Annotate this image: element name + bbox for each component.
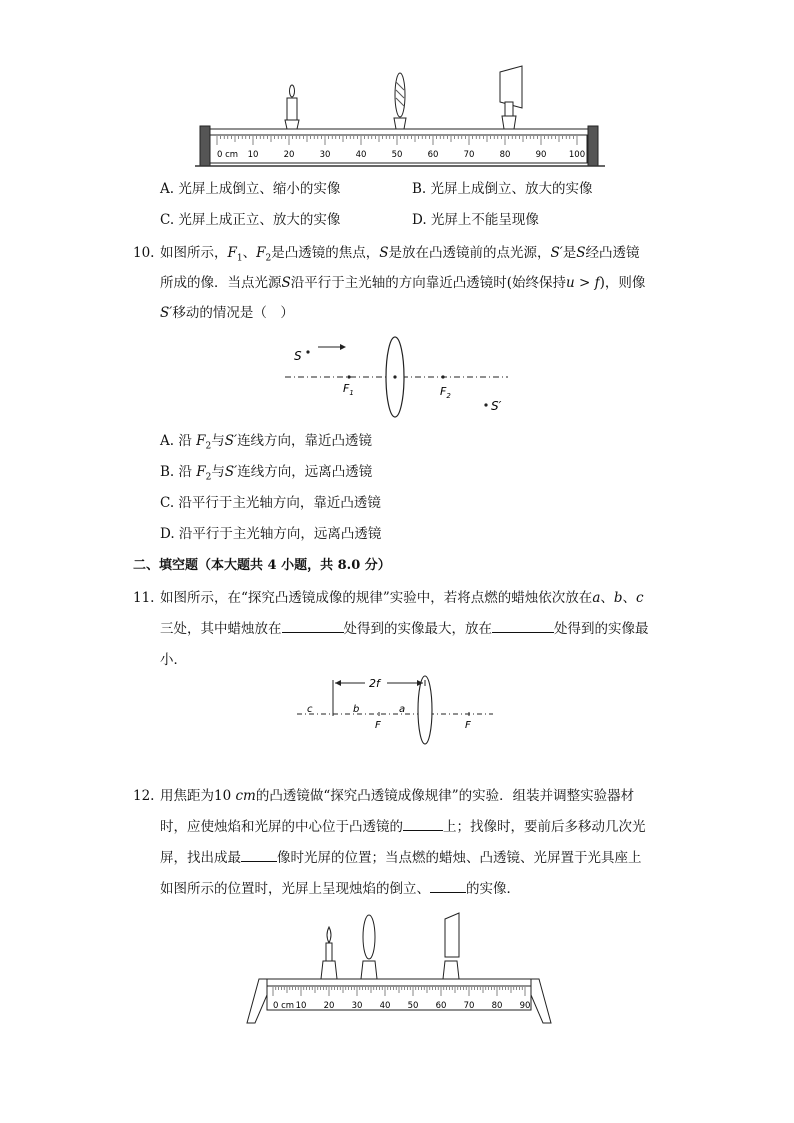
image-point-s-prime [484, 403, 487, 406]
q12-line1: 用焦距为10 cm的凸透镜做“探究凸透镜成像规律”的实验．组装并调整实验器材 [160, 788, 635, 804]
f2-label: $F_2$ [440, 385, 451, 400]
q10-option-a: A. 沿 $F_2$与S′连线方向，靠近凸透镜 [160, 433, 373, 452]
answer-blank-1[interactable] [282, 632, 344, 633]
q11-line3: 小． [160, 652, 187, 668]
q9-option-d: D. 光屏上不能呈现像 [412, 212, 539, 228]
convex-lens [418, 676, 432, 744]
q10-line2: 所成的像．当点光源S沿平行于主光轴的方向靠近凸透镜时(始终保持u > f)，则像 [160, 275, 646, 291]
q9-option-c: C. 光屏上成正立、放大的实像 [160, 212, 341, 228]
left-support [200, 126, 210, 166]
section-title: 二、填空题（本大题共 4 小题，共 8.0 分） [133, 558, 391, 573]
ruler-label: 10 [247, 150, 259, 160]
q9-option-a: A. 光屏上成倒立、缩小的实像 [160, 181, 341, 197]
ruler-label: 90 [535, 150, 547, 160]
q10-option-b: B. 沿 $F_2$与S′连线方向，远离凸透镜 [160, 464, 373, 483]
candle [321, 927, 337, 979]
ruler-label: 20 [323, 1001, 335, 1011]
optical-bench-figure-2 [245, 905, 555, 1030]
ruler-label: 30 [351, 1001, 363, 1011]
ruler-label: 40 [355, 150, 367, 160]
ruler-label: 50 [391, 150, 403, 160]
f-right-label: F [465, 720, 471, 731]
q11-number: 11. [133, 590, 155, 606]
point-a-label: a [399, 704, 406, 715]
q10-lens-figure [280, 335, 510, 425]
ruler-label: 50 [407, 1001, 419, 1011]
answer-blank-5[interactable] [430, 892, 466, 893]
q11-lens-figure [295, 672, 495, 748]
ruler-label: 10 [295, 1001, 307, 1011]
q12-line2: 时，应使烛焰和光屏的中心位于凸透镜的 上；找像时，要前后多移动几次光 [160, 819, 646, 835]
ruler-label: 60 [435, 1001, 447, 1011]
f1-label: $F_1$ [343, 382, 354, 397]
ruler-label: 90 [519, 1001, 531, 1011]
answer-blank-4[interactable] [241, 861, 277, 862]
convex-lens [361, 915, 377, 979]
q9-option-b: B. 光屏上成倒立、放大的实像 [412, 181, 593, 197]
answer-blank-2[interactable] [492, 632, 554, 633]
candle [285, 85, 299, 129]
right-support [588, 126, 598, 166]
ruler-label: 80 [499, 150, 511, 160]
point-b-label: b [353, 704, 360, 715]
s-label: S [294, 349, 302, 363]
ruler-label: 100 [568, 150, 586, 160]
q10-option-d: D. 沿平行于主光轴方向，远离凸透镜 [160, 526, 382, 542]
s-prime-label: S′ [491, 399, 502, 413]
optical-bench-figure-1 [195, 62, 605, 172]
ruler-label: 60 [427, 150, 439, 160]
q12-line4: 如图所示的位置时，光屏上呈现烛焰的倒立、 的实像． [160, 881, 520, 897]
ruler-label: 0 cm [217, 150, 239, 160]
q10-option-c: C. 沿平行于主光轴方向，靠近凸透镜 [160, 495, 381, 511]
q10-line3: S′移动的情况是（ ） [160, 305, 294, 321]
ruler-label: 20 [283, 150, 295, 160]
q11-line1: 如图所示，在“探究凸透镜成像的规律”实验中，若将点燃的蜡烛依次放在a、b、c [160, 590, 644, 606]
ruler-label: 80 [491, 1001, 503, 1011]
convex-lens [394, 73, 406, 129]
ruler-label: 0 cm [273, 1001, 295, 1011]
two-f-label: 2f [369, 677, 380, 690]
point-source-s [306, 350, 309, 353]
q12-number: 12. [133, 788, 155, 804]
light-screen [443, 913, 459, 979]
ruler-label: 70 [463, 150, 475, 160]
right-leg [531, 979, 551, 1023]
q10-number: 10. [133, 245, 155, 261]
q12-line3: 屏，找出成最 像时光屏的位置；当点燃的蜡烛、凸透镜、光屏置于光具座上 [160, 850, 642, 866]
q11-line2: 三处，其中蜡烛放在 处得到的实像最大，放在 处得到的实像最 [160, 621, 649, 637]
ruler-label: 40 [379, 1001, 391, 1011]
light-screen [500, 66, 522, 129]
q10-line1: 如图所示，$F_1$、$F_2$是凸透镜的焦点，S是放在凸透镜前的点光源，S′是S经凸透镜 [160, 245, 640, 264]
left-leg [247, 979, 267, 1023]
f-left-label: F [375, 720, 381, 731]
point-c-label: c [307, 704, 313, 715]
answer-blank-3[interactable] [403, 830, 443, 831]
ruler-label: 70 [463, 1001, 475, 1011]
ruler-label: 30 [319, 150, 331, 160]
